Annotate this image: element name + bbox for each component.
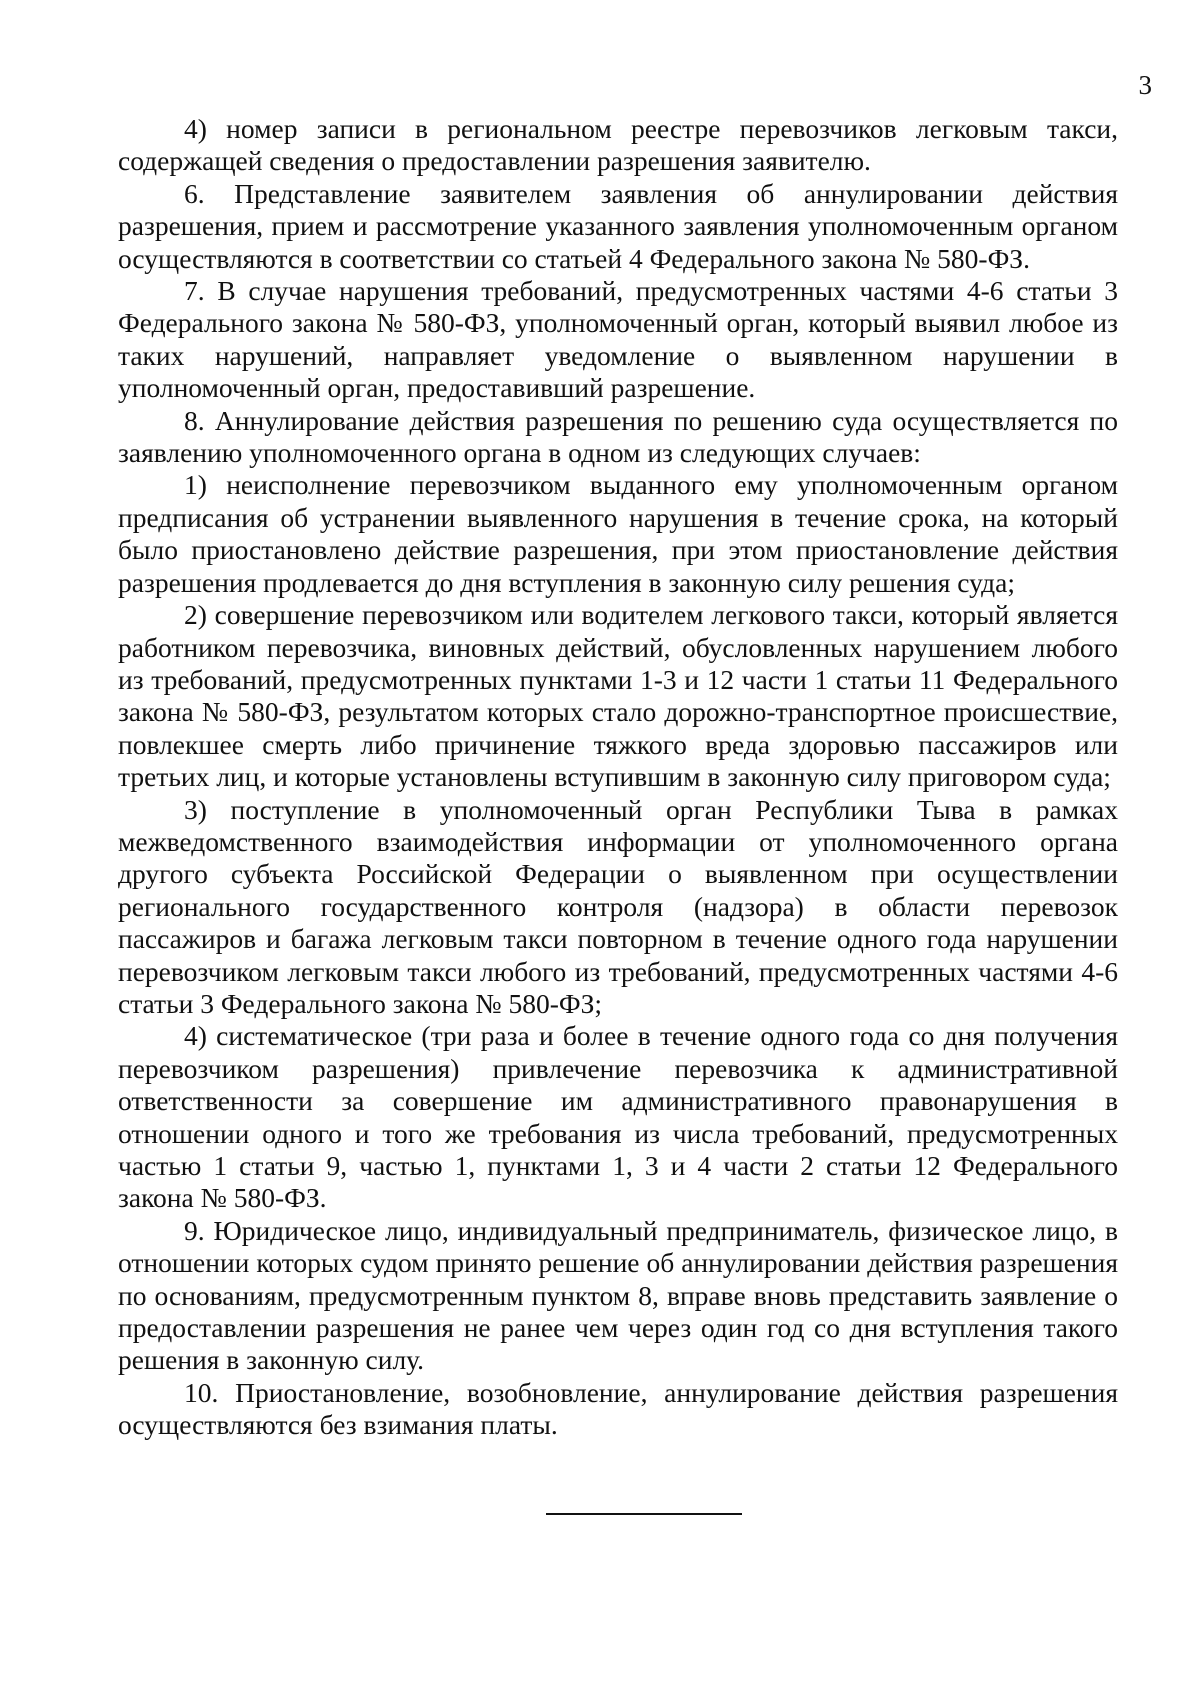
paragraph-point-8-item-2: 2) совершение перевозчиком или водителем легкового такси, который является работником перевозчика, виновных действий, обусловленных нарушением любого из требований, предусмотренных пунктами 1-3 и 12 части 1 статьи 11 Федерального закона № 580-ФЗ, результатом которых стало дорожно-транспортное происшествие, повлекшее смерть либо причинение тяжкого вреда здоровью пассажиров или третьих лиц, и которые установлены вступившим в законную силу приговором суда; xyxy=(118,599,1118,793)
paragraph-point-8: 8. Аннулирование действия разрешения по решению суда осуществляется по заявлению уполномоченного органа в одном из следующих случаев: xyxy=(118,404,1118,469)
paragraph-point-8-item-1: 1) неисполнение перевозчиком выданного ему уполномоченным органом предписания об устранении выявленного нарушения в течение срока, на который было приостановлено действие разрешения, при этом приостановление действия разрешения продлевается до дня вступления в законную силу решения суда; xyxy=(118,469,1118,598)
paragraph-point-6: 6. Представление заявителем заявления об аннулировании действия разрешения, прием и рассмотрение указанного заявления уполномоченным органом осуществляются в соответствии со статьей 4 Федерального закона № 580-ФЗ. xyxy=(118,177,1118,274)
paragraph-point-10: 10. Приостановление, возобновление, аннулирование действия разрешения осуществляются без взимания платы. xyxy=(118,1376,1118,1441)
closing-divider-line xyxy=(546,1513,742,1515)
paragraph-item-4: 4) номер записи в региональном реестре перевозчиков легковым такси, содержащей сведения о предоставлении разрешения заявителю. xyxy=(118,113,1118,177)
paragraph-point-8-item-4: 4) систематическое (три раза и более в течение одного года со дня получения перевозчиком разрешения) привлечение перевозчика к административной ответственности за совершение им административного правонарушения в отношении одного и того же требования из числа требований, предусмотренных частью 1 статьи 9, частью 1, пунктами 1, 3 и 4 части 2 статьи 12 Федерального закона № 580-ФЗ. xyxy=(118,1020,1118,1214)
page-number: 3 xyxy=(1138,70,1152,100)
paragraph-point-7: 7. В случае нарушения требований, предусмотренных частями 4-6 статьи 3 Федерального закона № 580-ФЗ, уполномоченный орган, который выявил любое из таких нарушений, направляет уведомление о выявленном нарушении в уполномоченный орган, предоставивший разрешение. xyxy=(118,275,1118,404)
document-body xyxy=(118,113,1118,1442)
paragraph-point-9: 9. Юридическое лицо, индивидуальный предприниматель, физическое лицо, в отношении которых судом принято решение об аннулировании действия разрешения по основаниям, предусмотренным пунктом 8, вправе вновь представить заявление о предоставлении разрешения не ранее чем через один год со дня вступления такого решения в законную силу. xyxy=(118,1214,1118,1376)
paragraph-point-8-item-3: 3) поступление в уполномоченный орган Республики Тыва в рамках межведомственного взаимодействия информации от уполномоченного органа другого субъекта Российской Федерации о выявленном при осуществлении регионального государственного контроля (надзора) в области перевозок пассажиров и багажа легковым такси повторном в течение одного года нарушении перевозчиком легковым такси любого из требований, предусмотренных частями 4-6 статьи 3 Федерального закона № 580-ФЗ; xyxy=(118,793,1118,1019)
